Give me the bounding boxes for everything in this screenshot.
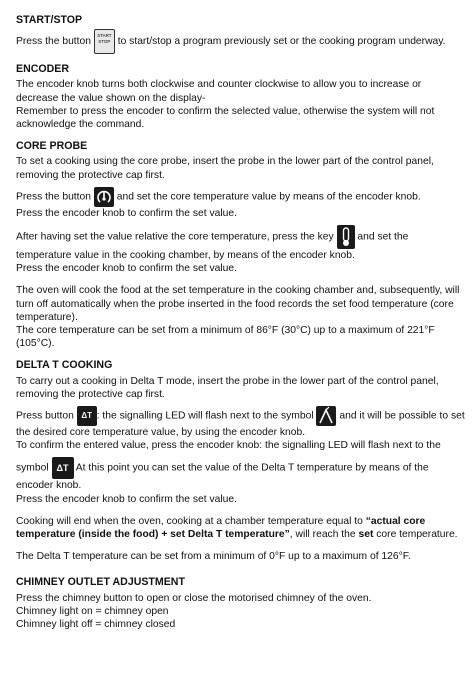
text-span: , will reach the [289, 529, 356, 541]
text-span: symbol [16, 463, 49, 475]
text-span: Press the encoder knob to confirm the set value. [16, 493, 237, 505]
text-span: Press the encoder knob to confirm the set value. [16, 263, 237, 275]
thermometer-key-icon [337, 225, 355, 249]
delta-t-section [16, 359, 466, 563]
core-probe-text-5: The core temperature can be set from a minimum of 86°F (30°C) up to a maximum of 221°F (105°C). [16, 325, 435, 350]
chimney-heading: CHIMNEY OUTLET ADJUSTMENT [16, 576, 185, 589]
manual-page [16, 14, 466, 631]
text-span: Cooking will end when the oven, cooking at a chamber temperature equal to [16, 515, 363, 527]
encoder-section [16, 63, 466, 131]
text-span: Press the encoder knob to confirm the set value. [16, 207, 237, 219]
delta-t-button-icon: ΔT [77, 406, 97, 426]
delta-t-text-1: To carry out a cooking in Delta T mode, insert the probe in the lower part of the control panel, removing the protective cap first. [16, 375, 439, 400]
core-probe-heading: CORE PROBE [16, 140, 88, 153]
icon-label: STOP [98, 39, 111, 45]
delta-t-text-3: To confirm the entered value, press the encoder knob: the signalling LED will flash next to the [16, 440, 441, 452]
chimney-section [16, 576, 466, 631]
core-probe-text-4: The oven will cook the food at the set temperature in the cooking chamber and, subsequently, will turn off automatically when the probe inserted in the food records the set food temperature (core temperature). [16, 285, 460, 323]
bold-span: set [358, 529, 374, 541]
start-stop-text [16, 29, 466, 54]
core-probe-text-3 [16, 225, 466, 275]
text-span: and set the temperature value in the cooking chamber, by means of the encoder knob. [16, 231, 409, 262]
encoder-text-1: The encoder knob turns both clockwise and counter clockwise to allow you to increase or decrease the value shown on the display- [16, 79, 422, 104]
text-span: After having set the value relative the core temperature, press the key [16, 231, 334, 243]
text-span: : the signalling LED will flash next to the symbol [96, 410, 314, 422]
delta-t-heading: DELTA T COOKING [16, 359, 113, 372]
text-span: and set the core temperature value by means of the encoder knob. [116, 191, 421, 203]
text-span: At this point you can set the value of the Delta T temperature by means of the encoder knob. [16, 463, 429, 492]
core-probe-button-icon [94, 187, 114, 207]
text-span: Press the button [16, 36, 91, 48]
probe-symbol-icon [316, 406, 336, 426]
text-span: core temperature. [376, 529, 458, 541]
core-probe-text-1: To set a cooking using the core probe, insert the probe in the lower part of the control panel, removing the protective cap first. [16, 156, 434, 181]
chimney-line-1: Press the chimney button to open or close the motorised chimney of the oven. [16, 592, 372, 604]
text-span: Press the button [16, 191, 91, 203]
encoder-text-2: Remember to press the encoder to confirm the selected value, otherwise the system will not acknowledge the command. [16, 105, 435, 131]
chimney-line-2: Chimney light on = chimney open [16, 605, 169, 617]
text-span: to start/stop a program previously set or the cooking program underway. [117, 36, 446, 48]
start-stop-heading: START/STOP [16, 14, 83, 26]
core-probe-section [16, 140, 466, 350]
text-span: and it will be possible to set the desired core temperature value, by using the encoder knob. [16, 410, 465, 439]
delta-t-text-6: The Delta T temperature can be set from a minimum of 0°F up to a maximum of 126°F. [16, 551, 411, 563]
text-span: Press button [16, 410, 74, 422]
delta-t-text-2 [16, 406, 466, 439]
delta-t-text-4 [16, 457, 466, 505]
bold-span: “actual core temperature (inside the food) + set Delta T temperature” [16, 515, 426, 541]
core-probe-text-2 [16, 187, 466, 220]
chimney-line-3: Chimney light off = chimney closed [16, 619, 176, 631]
icon-label: START [97, 33, 112, 39]
encoder-heading: ENCODER [16, 63, 69, 76]
delta-t-symbol-icon: ΔT [52, 457, 74, 479]
start-stop-button-icon [94, 29, 115, 54]
delta-t-text-5 [16, 515, 466, 541]
start-stop-section [16, 14, 466, 54]
